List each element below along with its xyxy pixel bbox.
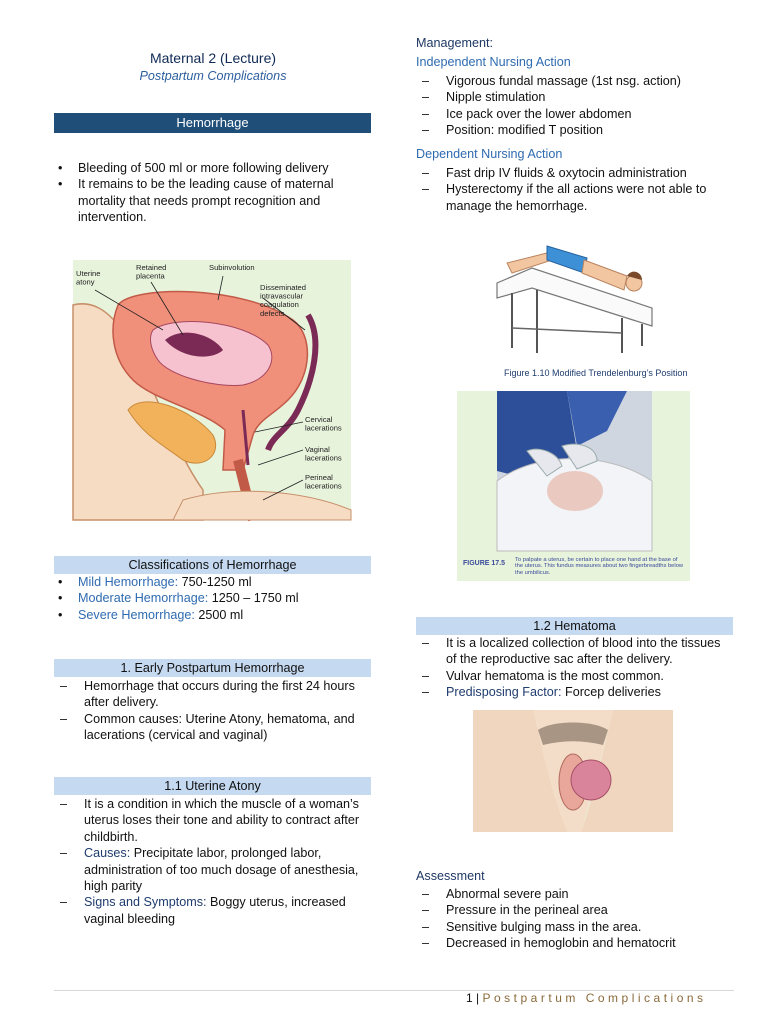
list-item: – Pressure in the perineal area bbox=[416, 902, 734, 918]
label-subinvolution: Subinvolution bbox=[209, 263, 255, 272]
classification-value: 1250 – 1750 ml bbox=[211, 591, 299, 606]
label-perineal-lacerations: Perineal lacerations bbox=[305, 473, 342, 491]
trendelenburg-figure bbox=[492, 228, 688, 380]
uterine-atony-list bbox=[54, 796, 372, 927]
footer-text: Postpartum Complications bbox=[482, 991, 707, 1005]
label-line: lacerations bbox=[305, 453, 342, 463]
footer-separator: | bbox=[476, 991, 480, 1005]
uterine-atony-bar: 1.1 Uterine Atony bbox=[54, 777, 371, 795]
page-title: Maternal 2 (Lecture) bbox=[149, 50, 277, 66]
fundal-palpation-figure bbox=[457, 391, 690, 581]
signs-label: Signs and Symptoms: bbox=[84, 895, 207, 910]
assessment-list bbox=[416, 886, 734, 952]
dependent-heading: Dependent Nursing Action bbox=[416, 147, 563, 161]
classification-value: 750-1250 ml bbox=[181, 575, 252, 589]
hemorrhage-bullets bbox=[54, 160, 370, 226]
list-item bbox=[54, 607, 370, 623]
label-cervical-lacerations: Cervical lacerations bbox=[305, 415, 342, 433]
list-item: – Sensitive bulging mass in the area. bbox=[416, 919, 734, 935]
list-item: – Vigorous fundal massage (1st nsg. action) bbox=[416, 73, 734, 89]
list-item: – Abnormal severe pain bbox=[416, 886, 734, 902]
list-item: – Hemorrhage that occurs during the first 24 hours after delivery. bbox=[54, 678, 372, 711]
hematoma-list bbox=[416, 635, 734, 701]
hematoma-mass bbox=[571, 760, 611, 800]
list-item bbox=[54, 590, 370, 606]
label-line: atony bbox=[76, 277, 95, 287]
list-item: – Position: modified T position bbox=[416, 122, 734, 138]
vulvar-hematoma-figure bbox=[473, 710, 673, 832]
label-line: lacerations bbox=[305, 481, 342, 491]
label-line: intravascular bbox=[260, 291, 304, 301]
list-item: – Nipple stimulation bbox=[416, 89, 734, 105]
list-item: – Hysterectomy if the all actions were not able to manage the hemorrhage. bbox=[416, 181, 734, 214]
label-line: lacerations bbox=[305, 423, 342, 433]
list-item: – It is a localized collection of blood into the tissues of the reproductive sac after the delivery. bbox=[416, 635, 734, 668]
label-line: coagulation bbox=[260, 300, 299, 310]
label-uterine-atony: Uterine atony bbox=[76, 269, 101, 287]
patient-torso bbox=[582, 260, 627, 290]
patient-shorts bbox=[547, 246, 587, 273]
palpation-caption: To palpate a uterus, be certain to place one hand at the base of the uterus. This fundus measures about two fingerbreadths below the umbilicus. bbox=[515, 557, 684, 576]
independent-list bbox=[416, 73, 734, 139]
label-line: placenta bbox=[136, 271, 165, 281]
list-item: • It remains to be the leading cause of maternal mortality that needs prompt recognition and intervention. bbox=[54, 176, 370, 225]
label-line: defects bbox=[260, 308, 285, 318]
list-item: – Ice pack over the lower abdomen bbox=[416, 106, 734, 122]
page-number: 1 bbox=[466, 991, 473, 1005]
label-retained-placenta: Retained placenta bbox=[136, 263, 167, 281]
patient-abdomen bbox=[547, 471, 603, 511]
classification-label: Severe Hemorrhage: bbox=[78, 607, 195, 622]
list-item: • Bleeding of 500 ml or more following delivery bbox=[54, 160, 370, 176]
causes-label: Causes: bbox=[84, 846, 131, 861]
signs-text: Boggy uterus, increased vaginal bleeding bbox=[84, 895, 346, 926]
causes-text: Precipitate labor, prolonged labor, administration of too much dosage of anesthesia, high parity bbox=[84, 846, 359, 894]
list-item: – Vulvar hematoma is the most common. bbox=[416, 668, 734, 684]
classification-label: Moderate Hemorrhage: bbox=[78, 591, 209, 606]
page-footer bbox=[466, 991, 736, 1005]
list-item bbox=[54, 574, 370, 590]
list-item: – Decreased in hemoglobin and hematocrit bbox=[416, 935, 734, 951]
assessment-heading: Assessment bbox=[416, 869, 485, 883]
hematoma-bar: 1.2 Hematoma bbox=[416, 617, 733, 635]
label-dic: Disseminated intravascular coagulation defects bbox=[260, 283, 307, 318]
classification-value: 2500 ml bbox=[198, 607, 244, 622]
dependent-list bbox=[416, 165, 734, 214]
list-item: – It is a condition in which the muscle of a woman’s uterus loses their tone and ability to contract after childbirth. bbox=[54, 796, 372, 845]
hemorrhage-causes-diagram bbox=[73, 260, 351, 520]
hemorrhage-section-bar: Hemorrhage bbox=[54, 113, 371, 133]
early-pph-list bbox=[54, 678, 372, 744]
figure-label: FIGURE 17.5 bbox=[463, 560, 506, 567]
predisposing-label: Predisposing Factor: bbox=[446, 685, 562, 700]
bed-frame bbox=[512, 328, 622, 333]
list-item bbox=[54, 845, 372, 894]
classifications-list bbox=[54, 574, 370, 623]
management-heading: Management: bbox=[416, 36, 494, 50]
list-item: – Common causes: Uterine Atony, hematoma, and lacerations (cervical and vaginal) bbox=[54, 711, 372, 744]
classification-label: Mild Hemorrhage: bbox=[78, 575, 179, 589]
predisposing-text: Forcep deliveries bbox=[565, 685, 661, 700]
early-pph-bar: 1. Early Postpartum Hemorrhage bbox=[54, 659, 371, 677]
page-subtitle: Postpartum Complications bbox=[139, 69, 287, 83]
list-item bbox=[54, 894, 372, 927]
list-item: – Fast drip IV fluids & oxytocin administration bbox=[416, 165, 734, 181]
figure-caption-box bbox=[515, 557, 687, 581]
label-vaginal-lacerations: Vaginal lacerations bbox=[305, 445, 342, 463]
trendelenburg-caption: Figure 1.10 Modified Trendelenburg’s Position bbox=[504, 368, 688, 378]
classifications-bar: Classifications of Hemorrhage bbox=[54, 556, 371, 574]
independent-heading: Independent Nursing Action bbox=[416, 55, 571, 69]
list-item bbox=[416, 684, 734, 700]
